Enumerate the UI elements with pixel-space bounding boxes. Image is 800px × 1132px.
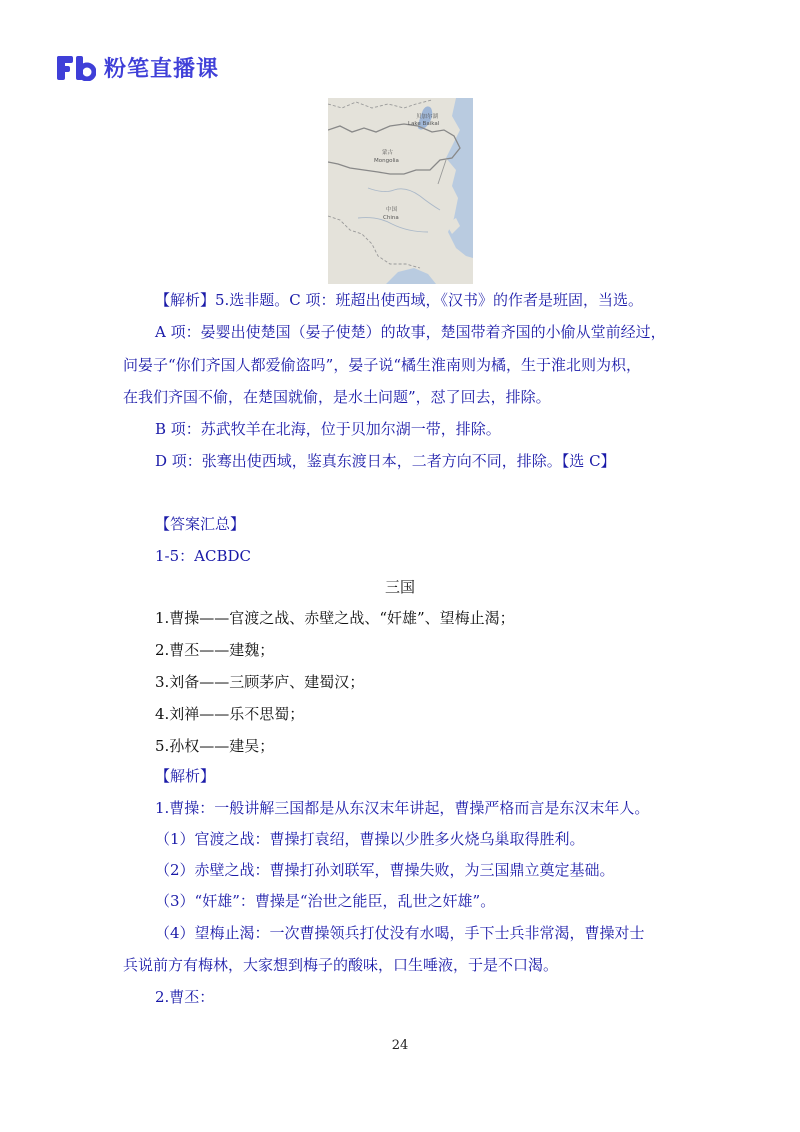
map-label-china-cn: 中国 [386,207,398,213]
brand-logo [56,52,219,83]
analysis5-line-3: 问晏子“你们齐国人都爱偷盗吗”，晏子说“橘生淮南则为橘，生于淮北则为枳， [123,356,642,374]
analysis5-line-6: D 项：张骞出使西域，鉴真东渡日本，二者方向不同，排除。【选 C】 [155,452,616,470]
explain-line-7: 2.曹丕： [155,988,215,1006]
summary-item-5: 5.孙权——建吴； [155,737,275,755]
explain-line-1: 1.曹操：一般讲解三国都是从东汉末年讲起，曹操严格而言是东汉末年人。 [155,799,650,817]
map-label-mongolia-cn: 蒙古 [382,150,394,156]
logo-text: 粉笔直播课 [104,57,220,82]
explain-line-4: （3）“奸雄”：曹操是“治世之能臣，乱世之奸雄”。 [155,892,496,910]
summary-item-3: 3.刘备——三顾茅庐、建蜀汉； [155,673,365,691]
analysis5-line-1: 【解析】5.选非题。C 项：班超出使西域，《汉书》的作者是班固，当选。 [155,291,644,309]
fb-logo-icon [56,55,96,81]
page-number: 24 [391,1038,409,1053]
map-label-baikal-cn: 贝加尔湖 [416,114,439,120]
section-title: 三国 [384,578,415,596]
map-label-mongolia-en: Mongolia [374,158,399,164]
analysis5-line-4: 在我们齐国不偷，在楚国就偷，是水土问题”，怼了回去，排除。 [123,388,551,406]
analysis5-line-2: A 项：晏婴出使楚国（晏子使楚）的故事，楚国带着齐国的小偷从堂前经过， [155,323,666,341]
explain-line-3: （2）赤壁之战：曹操打孙刘联军，曹操失败，为三国鼎立奠定基础。 [155,861,615,879]
summary-item-1: 1.曹操——官渡之战、赤壁之战、“奸雄”、望梅止渴； [155,609,515,627]
map-label-china-en: China [383,215,399,221]
explain-line-6: 兵说前方有梅林，大家想到梅子的酸味，口生唾液，于是不口渴。 [123,956,559,974]
map-label-baikal-en: Lake Baikal [408,121,440,127]
explain-heading: 【解析】 [155,767,216,785]
asia-map-image [328,98,473,284]
analysis5-line-5: B 项：苏武牧羊在北海，位于贝加尔湖一带，排除。 [155,420,501,438]
summary-heading: 【答案汇总】 [155,515,246,533]
explain-line-2: （1）官渡之战：曹操打袁绍，曹操以少胜多火烧乌巢取得胜利。 [155,830,585,848]
summary-item-4: 4.刘禅——乐不思蜀； [155,705,305,723]
explain-line-5: （4）望梅止渴：一次曹操领兵打仗没有水喝，手下士兵非常渴，曹操对士 [155,924,645,942]
summary-item-2: 2.曹丕——建魏； [155,641,275,659]
summary-answers: 1-5：ACBDC [155,547,251,565]
